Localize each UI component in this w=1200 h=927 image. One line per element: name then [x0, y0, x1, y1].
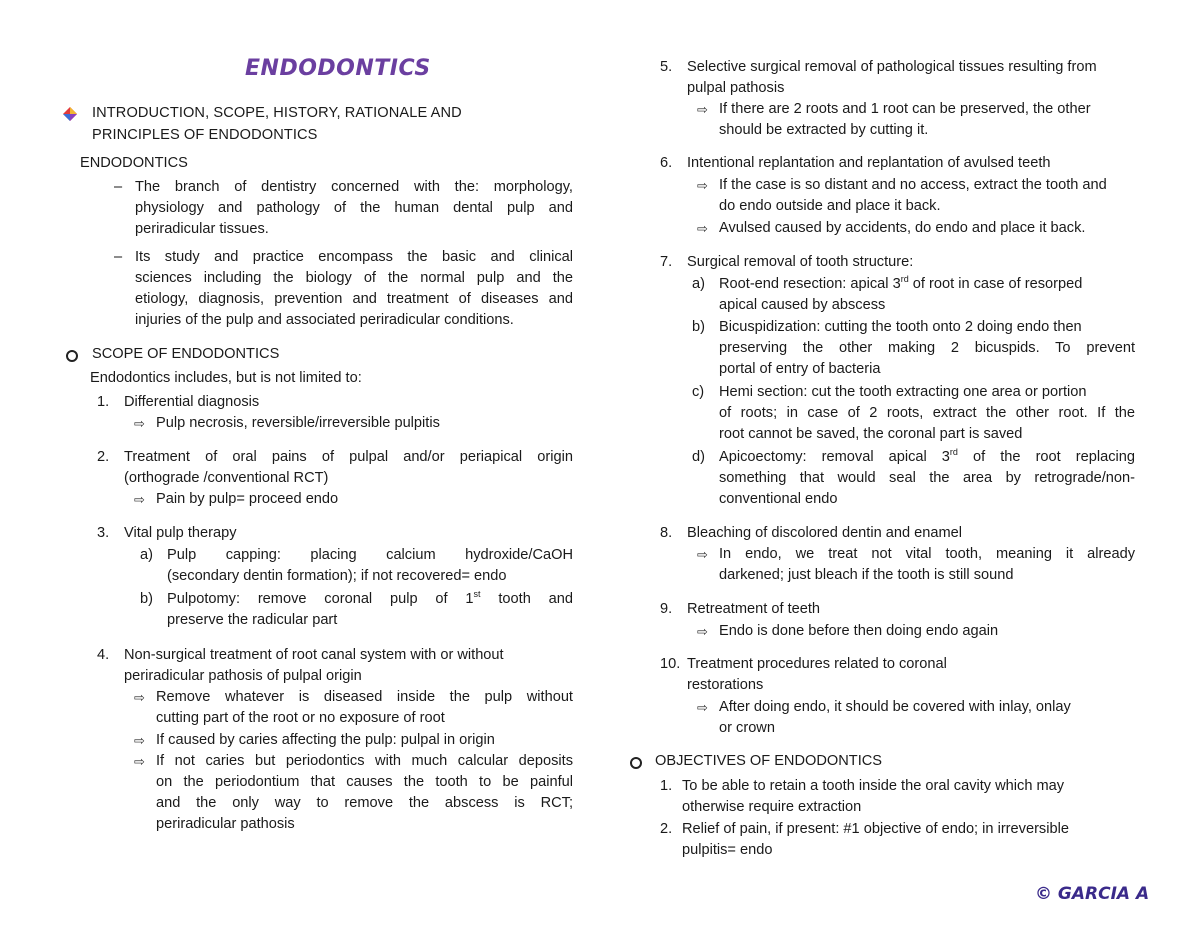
objectives-heading: OBJECTIVES OF ENDODONTICS — [655, 753, 883, 769]
item-1-text: Differential diagnosis — [124, 394, 260, 410]
item-2-sub: Pain by pulp= proceed endo — [156, 491, 339, 507]
item-7-text: Surgical removal of tooth structure: — [687, 254, 914, 270]
arrow-right-icon: ⇨ — [134, 416, 145, 431]
item-4-sub1-line-1: Remove whatever is diseased inside the pulp without — [156, 689, 573, 705]
intro-heading-line-1: INTRODUCTION, SCOPE, HISTORY, RATIONALE AND — [92, 105, 462, 121]
item-2-line-2: (orthograde /conventional RCT) — [124, 470, 329, 486]
arrow-right-icon: ⇨ — [134, 733, 145, 748]
item-8-text: Bleaching of discolored dentin and enamel — [687, 525, 963, 541]
scope-intro: Endodontics includes, but is not limited to: — [90, 370, 362, 386]
item-7b-line-2: preserving the other making 2 bicuspids. To prevent — [719, 340, 1135, 356]
item-8-sub-line-2: darkened; just bleach if the tooth is still sound — [719, 567, 1014, 583]
dash1-line-1: The branch of dentistry concerned with the: morphology, — [135, 179, 573, 195]
item-4-sub3-line-2: on the periodontium that causes the tooth to be painful — [156, 774, 573, 790]
item-4-sub3-line-3: and the only way to remove the abscess is RCT; — [156, 795, 573, 811]
item-3-text: Vital pulp therapy — [124, 525, 237, 541]
item-7b-label: b) — [692, 319, 705, 335]
arrow-right-icon: ⇨ — [134, 492, 145, 507]
item-5-line-2: pulpal pathosis — [687, 80, 785, 96]
item-10-sub-line-1: After doing endo, it should be covered with inlay, onlay — [719, 699, 1071, 715]
item-6-number: 6. — [660, 155, 673, 171]
dash2-line-2: sciences including the biology of the normal pulp and the — [135, 270, 573, 286]
item-5-line-1: Selective surgical removal of pathological tissues resulting from — [687, 59, 1097, 75]
item-7d-line-1: Apicoectomy: removal apical 3rd of the root replacing — [719, 447, 1135, 465]
objective-2-line-2: pulpitis= endo — [682, 842, 773, 858]
item-10-line-1: Treatment procedures related to coronal — [687, 656, 947, 672]
item-3a-line-1: Pulp capping: placing calcium hydroxide/CaOH — [167, 547, 573, 563]
objective-1-line-2: otherwise require extraction — [682, 799, 862, 815]
circle-bullet-icon — [630, 757, 642, 769]
item-3a-line-2: (secondary dentin formation); if not recovered= endo — [167, 568, 507, 584]
item-6-sub1-line-2: do endo outside and place it back. — [719, 198, 941, 214]
item-10-sub-line-2: or crown — [719, 720, 775, 736]
arrow-right-icon: ⇨ — [697, 624, 708, 639]
item-3b-line-1: Pulpotomy: remove coronal pulp of 1st tooth and — [167, 589, 573, 607]
page-title: ENDODONTICS — [245, 56, 431, 81]
objective-1-line-1: To be able to retain a tooth inside the oral cavity which may — [682, 778, 1065, 794]
item-7a-line-1: Root-end resection: apical 3rd of root in case of resorped — [719, 274, 1083, 292]
item-7-number: 7. — [660, 254, 673, 270]
item-2-number: 2. — [97, 449, 110, 465]
item-5-number: 5. — [660, 59, 673, 75]
item-9-number: 9. — [660, 601, 673, 617]
item-9-text: Retreatment of teeth — [687, 601, 821, 617]
dash-bullet-1: – — [114, 179, 123, 195]
circle-bullet-icon — [66, 350, 78, 362]
item-8-sub-line-1: In endo, we treat not vital tooth, meaning it already — [719, 546, 1135, 562]
item-7c-line-2: of roots; in case of 2 roots, extract the other root. If the — [719, 405, 1135, 421]
item-7b-line-1: Bicuspidization: cutting the tooth onto 2 doing endo then — [719, 319, 1082, 335]
item-4-number: 4. — [97, 647, 110, 663]
arrow-right-icon: ⇨ — [134, 690, 145, 705]
item-4-sub3-line-1: If not caries but periodontics with much calcular deposits — [156, 753, 573, 769]
diamond-bullet-icon — [63, 107, 77, 121]
dash1-line-2: physiology and pathology of the human dental pulp and — [135, 200, 573, 216]
item-10-number: 10. — [660, 656, 681, 672]
item-3b-line-2: preserve the radicular part — [167, 612, 338, 628]
item-7c-line-3: root cannot be saved, the coronal part is saved — [719, 426, 1023, 442]
item-10-line-2: restorations — [687, 677, 764, 693]
item-4-sub1-line-2: cutting part of the root or no exposure of root — [156, 710, 445, 726]
dash2-line-4: injuries of the pulp and associated periradicular conditions. — [135, 312, 514, 328]
arrow-right-icon: ⇨ — [697, 102, 708, 117]
endodontics-subheading: ENDODONTICS — [80, 155, 188, 171]
dash2-line-1: Its study and practice encompass the basic and clinical — [135, 249, 573, 265]
item-4-sub2: If caused by caries affecting the pulp: pulpal in origin — [156, 732, 495, 748]
item-9-sub: Endo is done before then doing endo again — [719, 623, 999, 639]
arrow-right-icon: ⇨ — [697, 221, 708, 236]
item-6-sub1-line-1: If the case is so distant and no access, extract the tooth and — [719, 177, 1107, 193]
item-7d-line-3: conventional endo — [719, 491, 838, 507]
scope-heading: SCOPE OF ENDODONTICS — [92, 346, 280, 362]
item-4-line-2: periradicular pathosis of pulpal origin — [124, 668, 362, 684]
dash1-line-3: periradicular tissues. — [135, 221, 269, 237]
item-7b-line-3: portal of entry of bacteria — [719, 361, 881, 377]
objective-2-number: 2. — [660, 821, 673, 837]
dash-bullet-2: – — [114, 249, 123, 265]
item-2-line-1: Treatment of oral pains of pulpal and/or periapical origin — [124, 449, 573, 465]
item-7c-line-1: Hemi section: cut the tooth extracting one area or portion — [719, 384, 1087, 400]
objective-1-number: 1. — [660, 778, 673, 794]
item-8-number: 8. — [660, 525, 673, 541]
item-3-number: 3. — [97, 525, 110, 541]
arrow-right-icon: ⇨ — [134, 754, 145, 769]
item-5-sub-line-2: should be extracted by cutting it. — [719, 122, 929, 138]
item-3b-label: b) — [140, 591, 153, 607]
item-6-sub2: Avulsed caused by accidents, do endo and place it back. — [719, 220, 1086, 236]
item-7a-label: a) — [692, 276, 705, 292]
item-7a-line-2: apical caused by abscess — [719, 297, 886, 313]
dash2-line-3: etiology, diagnosis, prevention and treatment of diseases and — [135, 291, 573, 307]
item-4-line-1: Non-surgical treatment of root canal system with or without — [124, 647, 504, 663]
item-1-number: 1. — [97, 394, 110, 410]
arrow-right-icon: ⇨ — [697, 700, 708, 715]
item-3a-label: a) — [140, 547, 153, 563]
author-signature: © GARCIA A — [1035, 884, 1150, 904]
item-7c-label: c) — [692, 384, 705, 400]
item-5-sub-line-1: If there are 2 roots and 1 root can be preserved, the other — [719, 101, 1091, 117]
item-1-sub: Pulp necrosis, reversible/irreversible pulpitis — [156, 415, 440, 431]
item-6-text: Intentional replantation and replantation of avulsed teeth — [687, 155, 1051, 171]
arrow-right-icon: ⇨ — [697, 178, 708, 193]
item-7d-line-2: something that would seal the area by retrograde/non- — [719, 470, 1135, 486]
arrow-right-icon: ⇨ — [697, 547, 708, 562]
objective-2-line-1: Relief of pain, if present: #1 objective of endo; in irreversible — [682, 821, 1069, 837]
intro-heading-line-2: PRINCIPLES OF ENDODONTICS — [92, 127, 318, 143]
item-7d-label: d) — [692, 449, 705, 465]
item-4-sub3-line-4: periradicular pathosis — [156, 816, 295, 832]
